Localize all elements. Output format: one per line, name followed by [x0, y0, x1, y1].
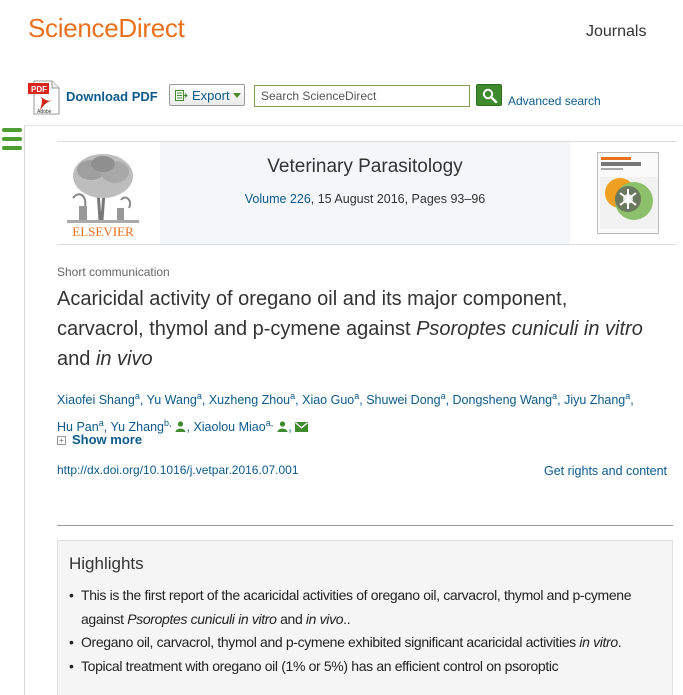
search-icon: [482, 88, 498, 103]
author-link[interactable]: Shuwei Dong$^a$: [366, 391, 446, 408]
journal-title[interactable]: Veterinary Parasitology: [267, 156, 463, 177]
svg-text:Adobe: Adobe: [37, 109, 52, 115]
issue-details: , 15 August 2016, Pages 93–96: [310, 192, 486, 206]
journal-cover-image[interactable]: [597, 152, 659, 234]
journal-header: [57, 141, 676, 245]
article-title: Acaricidal activity of oregano oil and its major component, carvacrol, thymol and p-cymene against Psoroptes cuniculi in vitro and in vivo: [57, 288, 643, 370]
menu-icon[interactable]: [2, 128, 22, 154]
show-more-toggle[interactable]: + Show more: [57, 432, 142, 447]
author-link[interactable]: Xiao Guo$^a$: [302, 391, 360, 408]
author-link[interactable]: Hu Pan$^a$: [57, 418, 104, 435]
sciencedirect-logo[interactable]: ScienceDirect: [28, 13, 185, 43]
svg-text:ELSEVIER: ELSEVIER: [72, 224, 134, 239]
author-link[interactable]: Dongsheng Wang$^a$: [452, 391, 558, 408]
author-link[interactable]: Jiyu Zhang$^a$: [564, 391, 631, 408]
left-rail: [24, 126, 25, 695]
export-button[interactable]: [169, 84, 245, 106]
chevron-down-icon: [233, 93, 241, 98]
plus-icon: +: [57, 436, 66, 445]
email-icon[interactable]: [295, 422, 308, 432]
author-link[interactable]: Yu Zhang$^{b,}$: [110, 418, 172, 435]
volume-link[interactable]: Volume 226: [244, 192, 311, 206]
highlight-item: • This is the first report of the acaricidal activities of oregano oil, carvacrol, thymol and p-cymene against Psoroptes cuniculi in vitro and in vivo..: [69, 584, 659, 631]
author-link[interactable]: Xiaofei Shang$^a$: [57, 391, 140, 408]
author-list: Xiaofei Shang$^a$, Yu Wang$^a$, Xuzheng Zhou$^a$, Xiao Guo$^a$, Shuwei Dong$^a$, Dongsheng Wang$^a$, Jiyu Zhang$^a$, Hu Pan$^a$, Yu Zhang$^{b,}$ , Xiaolou Miao$^{a,}$ ,: [57, 391, 634, 435]
highlight-item: • Oregano oil, carvacrol, thymol and p-cymene exhibited significant acaricidal activities in vitro.: [69, 631, 659, 655]
article-type: Short communication: [57, 265, 170, 279]
divider: [57, 525, 673, 526]
pdf-icon[interactable]: [28, 80, 60, 115]
corresponding-author-icon[interactable]: [175, 421, 186, 432]
author-link[interactable]: Xuzheng Zhou$^a$: [208, 391, 296, 408]
search-button[interactable]: [476, 84, 502, 106]
advanced-search-link[interactable]: Advanced search: [508, 94, 601, 108]
journals-link[interactable]: Journals: [586, 23, 647, 40]
author-link[interactable]: Xiaolou Miao$^{a,}$: [193, 418, 274, 435]
divider: [24, 125, 683, 126]
highlights-list: [69, 584, 659, 678]
corresponding-author-icon[interactable]: [277, 421, 288, 432]
download-pdf-link[interactable]: Download PDF: [66, 89, 158, 104]
elsevier-logo[interactable]: [65, 150, 141, 240]
doi-link[interactable]: http://dx.doi.org/10.1016/j.vetpar.2016.07.001: [57, 463, 299, 477]
export-label: Export: [192, 88, 230, 103]
article-toolbar: [0, 78, 683, 118]
export-icon: [175, 90, 188, 101]
highlights-title: Highlights: [69, 554, 144, 573]
highlights-box: [57, 540, 673, 695]
get-rights-link[interactable]: Get rights and content: [544, 464, 667, 478]
highlight-item: • Topical treatment with oregano oil (1% or 5%) has an efficient control on psoroptic: [69, 655, 659, 679]
issue-info: [160, 192, 570, 206]
svg-text:PDF: PDF: [31, 85, 47, 94]
author-link[interactable]: Yu Wang$^a$: [146, 391, 202, 408]
search-input[interactable]: [254, 85, 470, 107]
